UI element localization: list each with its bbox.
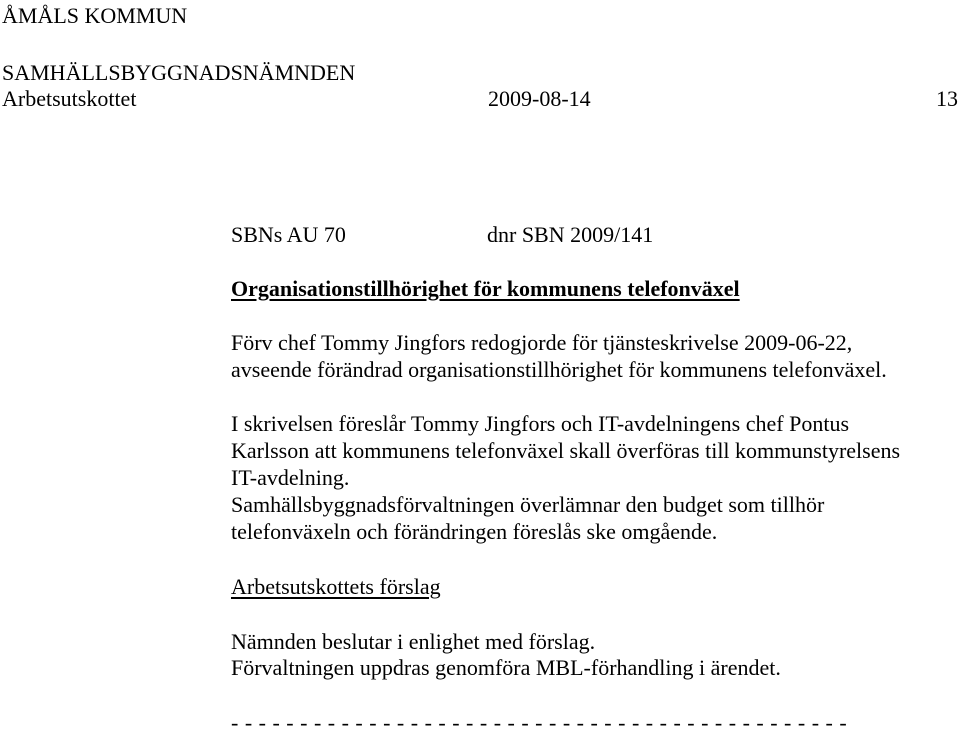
board-name: SAMHÄLLSBYGGNADSNÄMNDEN	[2, 60, 356, 85]
paragraph-3-line-1: Samhällsbyggnadsförvaltningen överlämnar den budget som tillhör	[231, 492, 825, 517]
paragraph-2-line-2: Karlsson att kommunens telefonväxel skall överföras till kommunstyrelsens	[231, 438, 901, 463]
paragraph-1-line-1: Förv chef Tommy Jingfors redogjorde för tjänsteskrivelse 2009-06-22,	[231, 330, 853, 355]
paragraph-1-line-2: avseende förändrad organisationstillhörighet för kommunens telefonväxel.	[231, 357, 887, 382]
municipality-name: ÅMÅLS KOMMUN	[2, 3, 188, 28]
paragraph-reference: SBNs AU 70	[231, 222, 346, 247]
paragraph-3-line-2: telefonväxeln och förändringen föreslås ske omgående.	[231, 519, 718, 544]
diary-number: dnr SBN 2009/141	[487, 222, 654, 247]
case-title: Organisationstillhörighet för kommunens telefonväxel	[231, 276, 740, 301]
dashed-separator: - - - - - - - - - - - - - - - - - - - - - - - - - - - - - - - - - - - - - - - - - - - - -	[231, 710, 848, 735]
proposal-line-1: Nämnden beslutar i enlighet med förslag.	[231, 629, 596, 654]
paragraph-2-line-3: IT-avdelning.	[231, 465, 350, 490]
paragraph-2-line-1: I skrivelsen föreslår Tommy Jingfors och IT-avdelningens chef Pontus	[231, 411, 850, 436]
proposal-line-2: Förvaltningen uppdras genomföra MBL-förhandling i ärendet.	[231, 655, 781, 680]
meeting-date: 2009-08-14	[488, 86, 591, 111]
proposal-heading: Arbetsutskottets förslag	[231, 574, 441, 599]
page-number: 13	[936, 86, 958, 111]
committee-name: Arbetsutskottet	[2, 86, 137, 111]
